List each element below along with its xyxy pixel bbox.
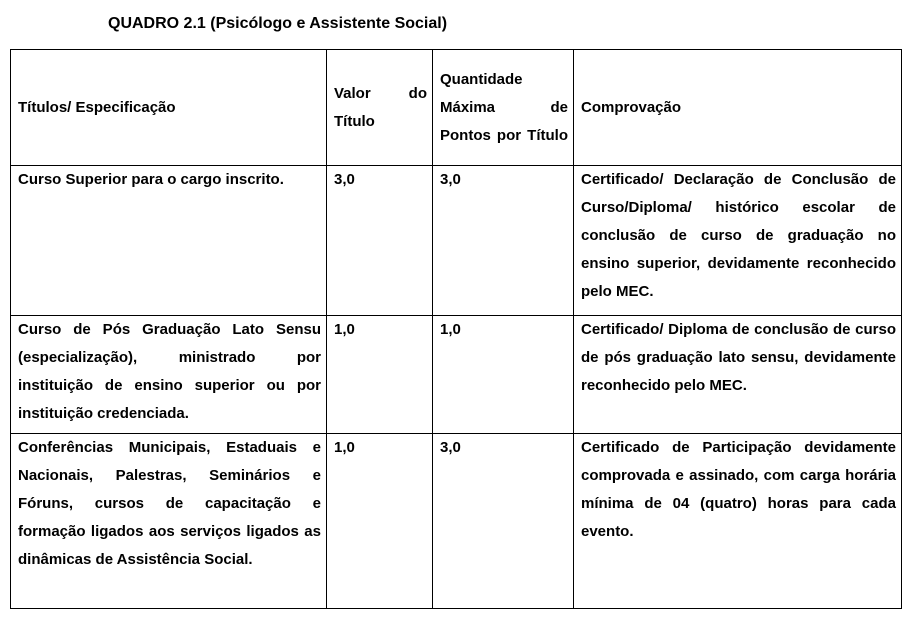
header-titulos: Títulos/ Especificação (11, 50, 327, 166)
quadro-table (10, 49, 902, 609)
cell-valor: 3,0 (327, 166, 433, 316)
table-row (11, 316, 902, 434)
header-valor: Valor do Título (327, 50, 433, 166)
cell-valor: 1,0 (327, 316, 433, 434)
cell-quantidade: 3,0 (433, 434, 574, 609)
cell-quantidade: 3,0 (433, 166, 574, 316)
header-quantidade: Quantidade Máxima de Pontos por Título (433, 50, 574, 166)
cell-comprovacao: Certificado/ Declaração de Conclusão de Curso/Diploma/ histórico escolar de conclusão de curso de graduação no ensino superior, devidamente reconhecido pelo MEC. (574, 166, 902, 316)
cell-titulo: Curso de Pós Graduação Lato Sensu (especialização), ministrado por instituição de ensino superior ou por instituição credenciada. (11, 316, 327, 434)
cell-valor: 1,0 (327, 434, 433, 609)
table-header-row (11, 50, 902, 166)
cell-titulo: Curso Superior para o cargo inscrito. (11, 166, 327, 316)
cell-titulo: Conferências Municipais, Estaduais e Nacionais, Palestras, Seminários e Fóruns, cursos de capacitação e formação ligados aos serviços ligados as dinâmicas de Assistência Social. (11, 434, 327, 609)
table-row (11, 166, 902, 316)
cell-comprovacao: Certificado de Participação devidamente comprovada e assinado, com carga horária mínima de 04 (quatro) horas para cada evento. (574, 434, 902, 609)
document-title: QUADRO 2.1 (Psicólogo e Assistente Social) (108, 15, 448, 32)
cell-comprovacao: Certificado/ Diploma de conclusão de curso de pós graduação lato sensu, devidamente reconhecido pelo MEC. (574, 316, 902, 434)
cell-quantidade: 1,0 (433, 316, 574, 434)
table-row (11, 434, 902, 609)
header-comprovacao: Comprovação (574, 50, 902, 166)
